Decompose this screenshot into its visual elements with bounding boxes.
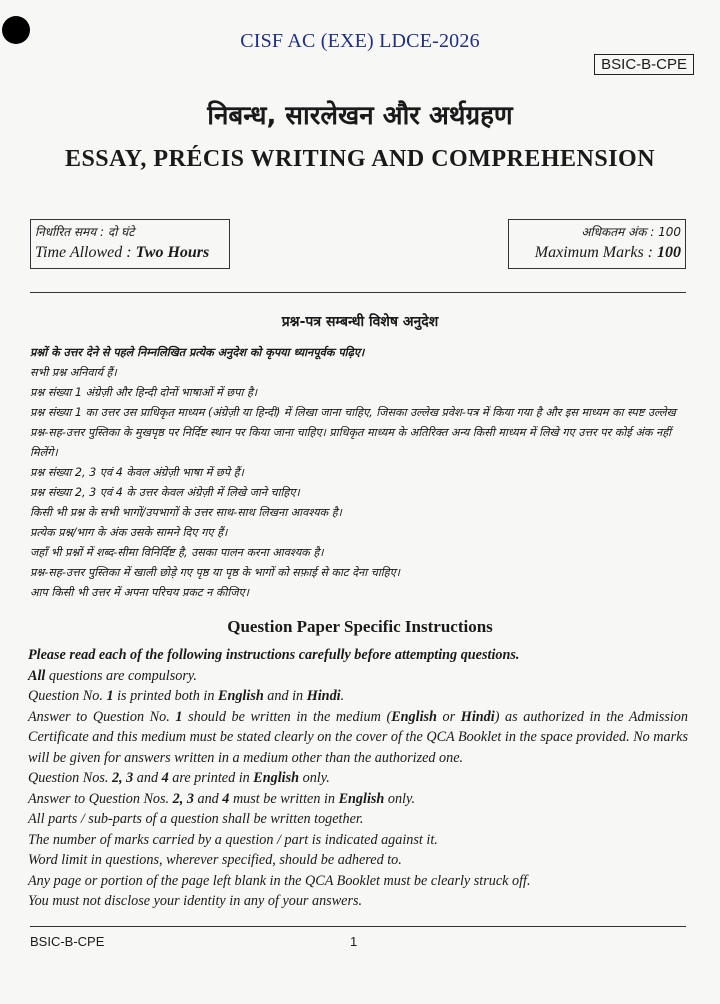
instruction-hindi: आप किसी भी उत्तर में अपना परिचय प्रकट न कीजिए।	[30, 586, 249, 599]
instructions-heading-english: Question Paper Specific Instructions	[227, 617, 493, 636]
divider	[30, 292, 686, 293]
paper-title-hindi: निबन्ध, सारलेखन और अर्थग्रहण	[207, 101, 513, 131]
instruction-hindi: प्रत्येक प्रश्न/भाग के अंक उसके सामने दिए गए हैं।	[30, 526, 228, 539]
exam-title: CISF AC (EXE) LDCE-2026	[240, 30, 480, 52]
instruction-hindi: प्रश्न संख्या 1 का उत्तर उस प्राधिकृत माध्यम (अंग्रेज़ी या हिन्दी) में लिखा जाना चाहिए, जिसका उल्लेख प्रवेश-पत्र में किया गया है और इस माध्यम का स्पष्ट उल्लेख प्रश्न-सह-उत्तर पुस्तिका के मुखपृष्ठ पर निर्दिष्ट स्थान पर किया जाना चाहिए। प्राधिकृत माध्यम के अतिरिक्त अन्य किसी माध्यम में लिखे गए उत्तर पर कोई अंक नहीं मिलेंगे।	[30, 406, 676, 459]
instruction-english: Any page or portion of the page left blank in the QCA Booklet must be clearly struck off.	[28, 872, 531, 889]
instruction-hindi: किसी भी प्रश्न के सभी भागों/उपभागों के उत्तर साथ-साथ लिखना आवश्यक है।	[30, 506, 342, 519]
paper-code-box: BSIC-B-CPE	[594, 54, 694, 75]
time-allowed-hindi: निर्धारित समय : दो घंटे	[35, 225, 135, 239]
instruction-hindi: प्रश्न संख्या 2, 3 एवं 4 केवल अंग्रेज़ी भाषा में छपे हैं।	[30, 466, 244, 479]
instruction-intro-english: Please read each of the following instructions carefully before attempting questions.	[28, 647, 520, 663]
page-number: 1	[350, 934, 358, 949]
instruction-english: Answer to Question Nos. 2, 3 and 4 must be written in English only.	[28, 790, 416, 807]
instruction-english: Question Nos. 2, 3 and 4 are printed in English only.	[28, 770, 330, 786]
instruction-english: Answer to Question No. 1 should be written in the medium (English or Hindi) as authorized in the Admission Certificate and this medium must be stated clearly on the cover of the QCA Booklet in the space provided. No marks will be given for answers written in a medium other than the authorized one.	[28, 708, 688, 766]
maximum-marks-box	[508, 219, 686, 269]
instruction-hindi: प्रश्न संख्या 2, 3 एवं 4 के उत्तर केवल अंग्रेज़ी में लिखे जाने चाहिए।	[30, 486, 300, 499]
instruction-english: All questions are compulsory.	[28, 667, 197, 684]
instruction-hindi: प्रश्न संख्या 1 अंग्रेज़ी और हिन्दी दोनों भाषाओं में छपा है।	[30, 386, 258, 399]
instruction-intro-hindi: प्रश्नों के उत्तर देने से पहले निम्नलिखित प्रत्येक अनुदेश को कृपया ध्यानपूर्वक पढ़िए।	[30, 346, 365, 359]
paper-title-english: ESSAY, PRÉCIS WRITING AND COMPREHENSION	[64, 146, 656, 172]
footer-divider	[30, 926, 686, 927]
instructions-list-english	[28, 645, 688, 912]
maximum-marks-english: Maximum Marks : 100	[534, 244, 681, 261]
instruction-hindi: जहाँ भी प्रश्नों में शब्द-सीमा विनिर्दिष्ट है, उसका पालन करना आवश्यक है।	[30, 546, 324, 559]
time-allowed-english: Time Allowed : Two Hours	[35, 244, 210, 261]
instruction-english: All parts / sub-parts of a question shall be written together.	[28, 811, 364, 827]
instruction-hindi: प्रश्न-सह-उत्तर पुस्तिका में खाली छोड़े गए पृष्ठ या पृष्ठ के भागों को सफ़ाई से काट देना चाहिए।	[30, 566, 400, 579]
instruction-hindi: सभी प्रश्न अनिवार्य हैं।	[30, 366, 117, 379]
instruction-english: Word limit in questions, wherever specified, should be adhered to.	[28, 852, 402, 868]
maximum-marks-hindi: अधिकतम अंक : 100	[581, 225, 681, 239]
instruction-english: Question No. 1 is printed both in English and in Hindi.	[28, 688, 345, 704]
instruction-english: The number of marks carried by a question / part is indicated against it.	[28, 831, 438, 848]
footer-paper-code: BSIC-B-CPE	[30, 934, 105, 949]
time-allowed-box	[30, 219, 230, 269]
instructions-heading-hindi: प्रश्न-पत्र सम्बन्धी विशेष अनुदेश	[281, 314, 439, 330]
instruction-english: You must not disclose your identity in any of your answers.	[28, 893, 363, 909]
instructions-list-hindi	[30, 343, 690, 603]
